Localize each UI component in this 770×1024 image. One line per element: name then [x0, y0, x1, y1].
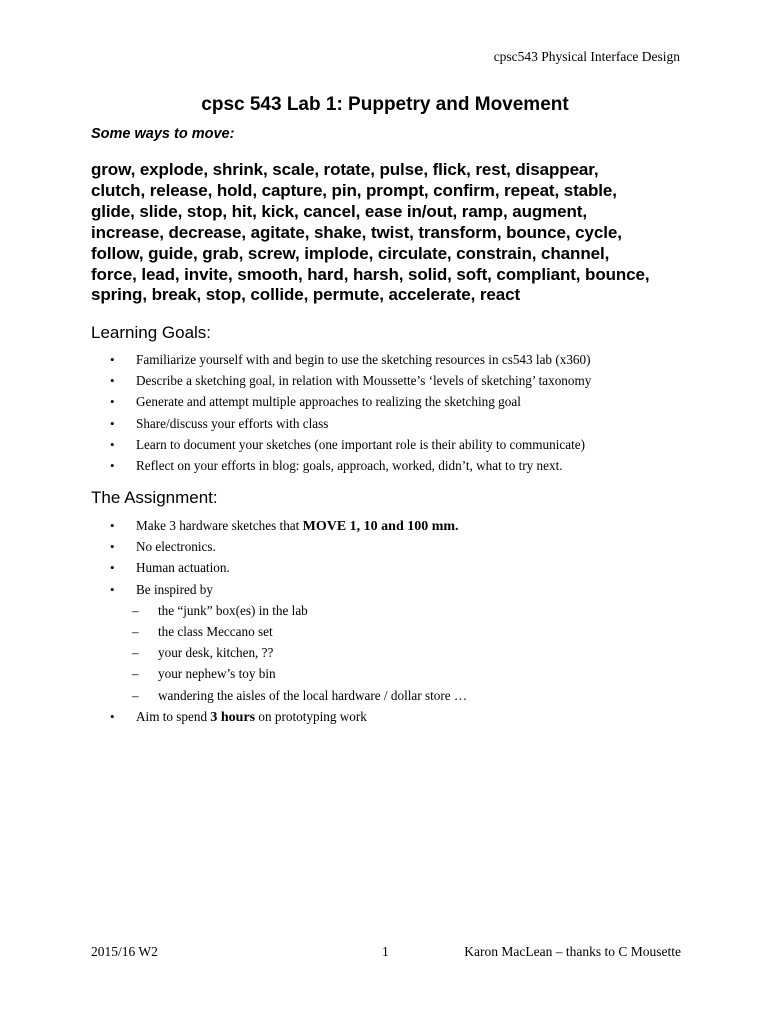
verb-line: spring, break, stop, collide, permute, accelerate, react [91, 285, 521, 305]
footer-credit: Karon MacLean – thanks to C Mousette [464, 944, 681, 959]
learning-goals-heading: Learning Goals: [91, 323, 212, 342]
verb-line: clutch, release, hold, capture, pin, prompt, confirm, repeat, stable, [91, 180, 617, 200]
verb-line: increase, decrease, agitate, shake, twist, transform, bounce, cycle, [91, 222, 622, 242]
verb-line: force, lead, invite, smooth, hard, harsh, solid, soft, compliant, bounce, [91, 264, 650, 284]
list-item [110, 557, 467, 578]
list-item-text: Make 3 hardware sketches that [136, 518, 303, 533]
verb-line: follow, guide, grab, screw, implode, circulate, constrain, channel, [91, 243, 610, 263]
learning-goals-list [110, 349, 591, 476]
page-footer [91, 944, 681, 962]
bullet-icon: • [110, 436, 115, 452]
dash-icon: – [132, 687, 139, 703]
list-item-text: Aim to spend [136, 708, 211, 724]
dash-icon: – [132, 645, 139, 661]
verb-line: grow, explode, shrink, scale, rotate, pulse, flick, rest, disappear, [91, 160, 599, 179]
emphasis-text: MOVE 1, 10 and 100 mm. [302, 519, 459, 534]
list-item-text: Human actuation. [136, 560, 230, 576]
sub-list-item [110, 685, 467, 706]
running-header: cpsc543 Physical Interface Design [493, 49, 680, 64]
list-item [110, 349, 591, 370]
bullet-icon: • [110, 415, 115, 431]
bullet-icon: • [110, 373, 115, 389]
list-item-text: on prototyping work [255, 708, 367, 724]
dash-icon: – [132, 602, 139, 618]
sub-list-item-text: the class Meccano set [158, 623, 273, 639]
emphasis-text: 3 hours [210, 709, 256, 725]
page-title: cpsc 543 Lab 1: Puppetry and Movement [201, 94, 569, 115]
sub-list-item-text: your nephew’s toy bin [158, 666, 276, 682]
bullet-icon: • [110, 539, 115, 555]
sub-list-item-text: the “junk” box(es) in the lab [158, 602, 308, 618]
dash-icon: – [132, 623, 139, 639]
sub-list-item [110, 621, 467, 642]
bullet-icon: • [110, 394, 115, 410]
list-item [110, 536, 467, 557]
list-item-text: Be inspired by [136, 581, 213, 597]
list-item [110, 706, 467, 727]
list-item-text: Generate and attempt multiple approaches to realizing the sketching goal [136, 394, 521, 410]
bullet-icon: • [110, 518, 115, 533]
verb-line: glide, slide, stop, hit, kick, cancel, ease in/out, ramp, augment, [91, 201, 587, 221]
sub-list-item [110, 663, 467, 684]
list-item-text: No electronics. [136, 539, 216, 555]
list-item [110, 413, 591, 434]
list-item-text: Describe a sketching goal, in relation with Moussette’s ‘levels of sketching’ taxonomy [136, 373, 592, 389]
movement-verbs-paragraph [91, 160, 691, 306]
page-number: 1 [382, 944, 389, 959]
ways-to-move-heading: Some ways to move: [91, 126, 235, 142]
bullet-icon: • [110, 708, 115, 724]
sub-list-item [110, 642, 467, 663]
list-item [110, 434, 591, 455]
list-item [110, 579, 467, 600]
assignment-list [110, 515, 467, 727]
list-item-text: Reflect on your efforts in blog: goals, approach, worked, didn’t, what to try next. [136, 457, 563, 473]
dash-icon: – [132, 666, 139, 682]
bullet-icon: • [110, 457, 115, 473]
sub-list-container [110, 600, 467, 706]
assignment-heading: The Assignment: [91, 488, 218, 507]
list-item [110, 391, 591, 412]
list-item [110, 455, 591, 476]
sub-list-item-text: wandering the aisles of the local hardware / dollar store … [158, 687, 468, 703]
bullet-icon: • [110, 581, 115, 597]
inspiration-sublist [110, 600, 467, 706]
footer-term: 2015/16 W2 [91, 944, 158, 959]
sub-list-item [110, 600, 467, 621]
bullet-icon: • [110, 560, 115, 576]
list-item-text: Share/discuss your efforts with class [136, 415, 329, 431]
sub-list-item-text: your desk, kitchen, ?? [158, 645, 274, 661]
list-item [110, 370, 591, 391]
list-item-text: Familiarize yourself with and begin to use the sketching resources in cs543 lab (x360) [136, 352, 591, 367]
list-item [110, 515, 467, 536]
list-item-text: Learn to document your sketches (one important role is their ability to communicate) [136, 436, 585, 452]
bullet-icon: • [110, 352, 115, 367]
